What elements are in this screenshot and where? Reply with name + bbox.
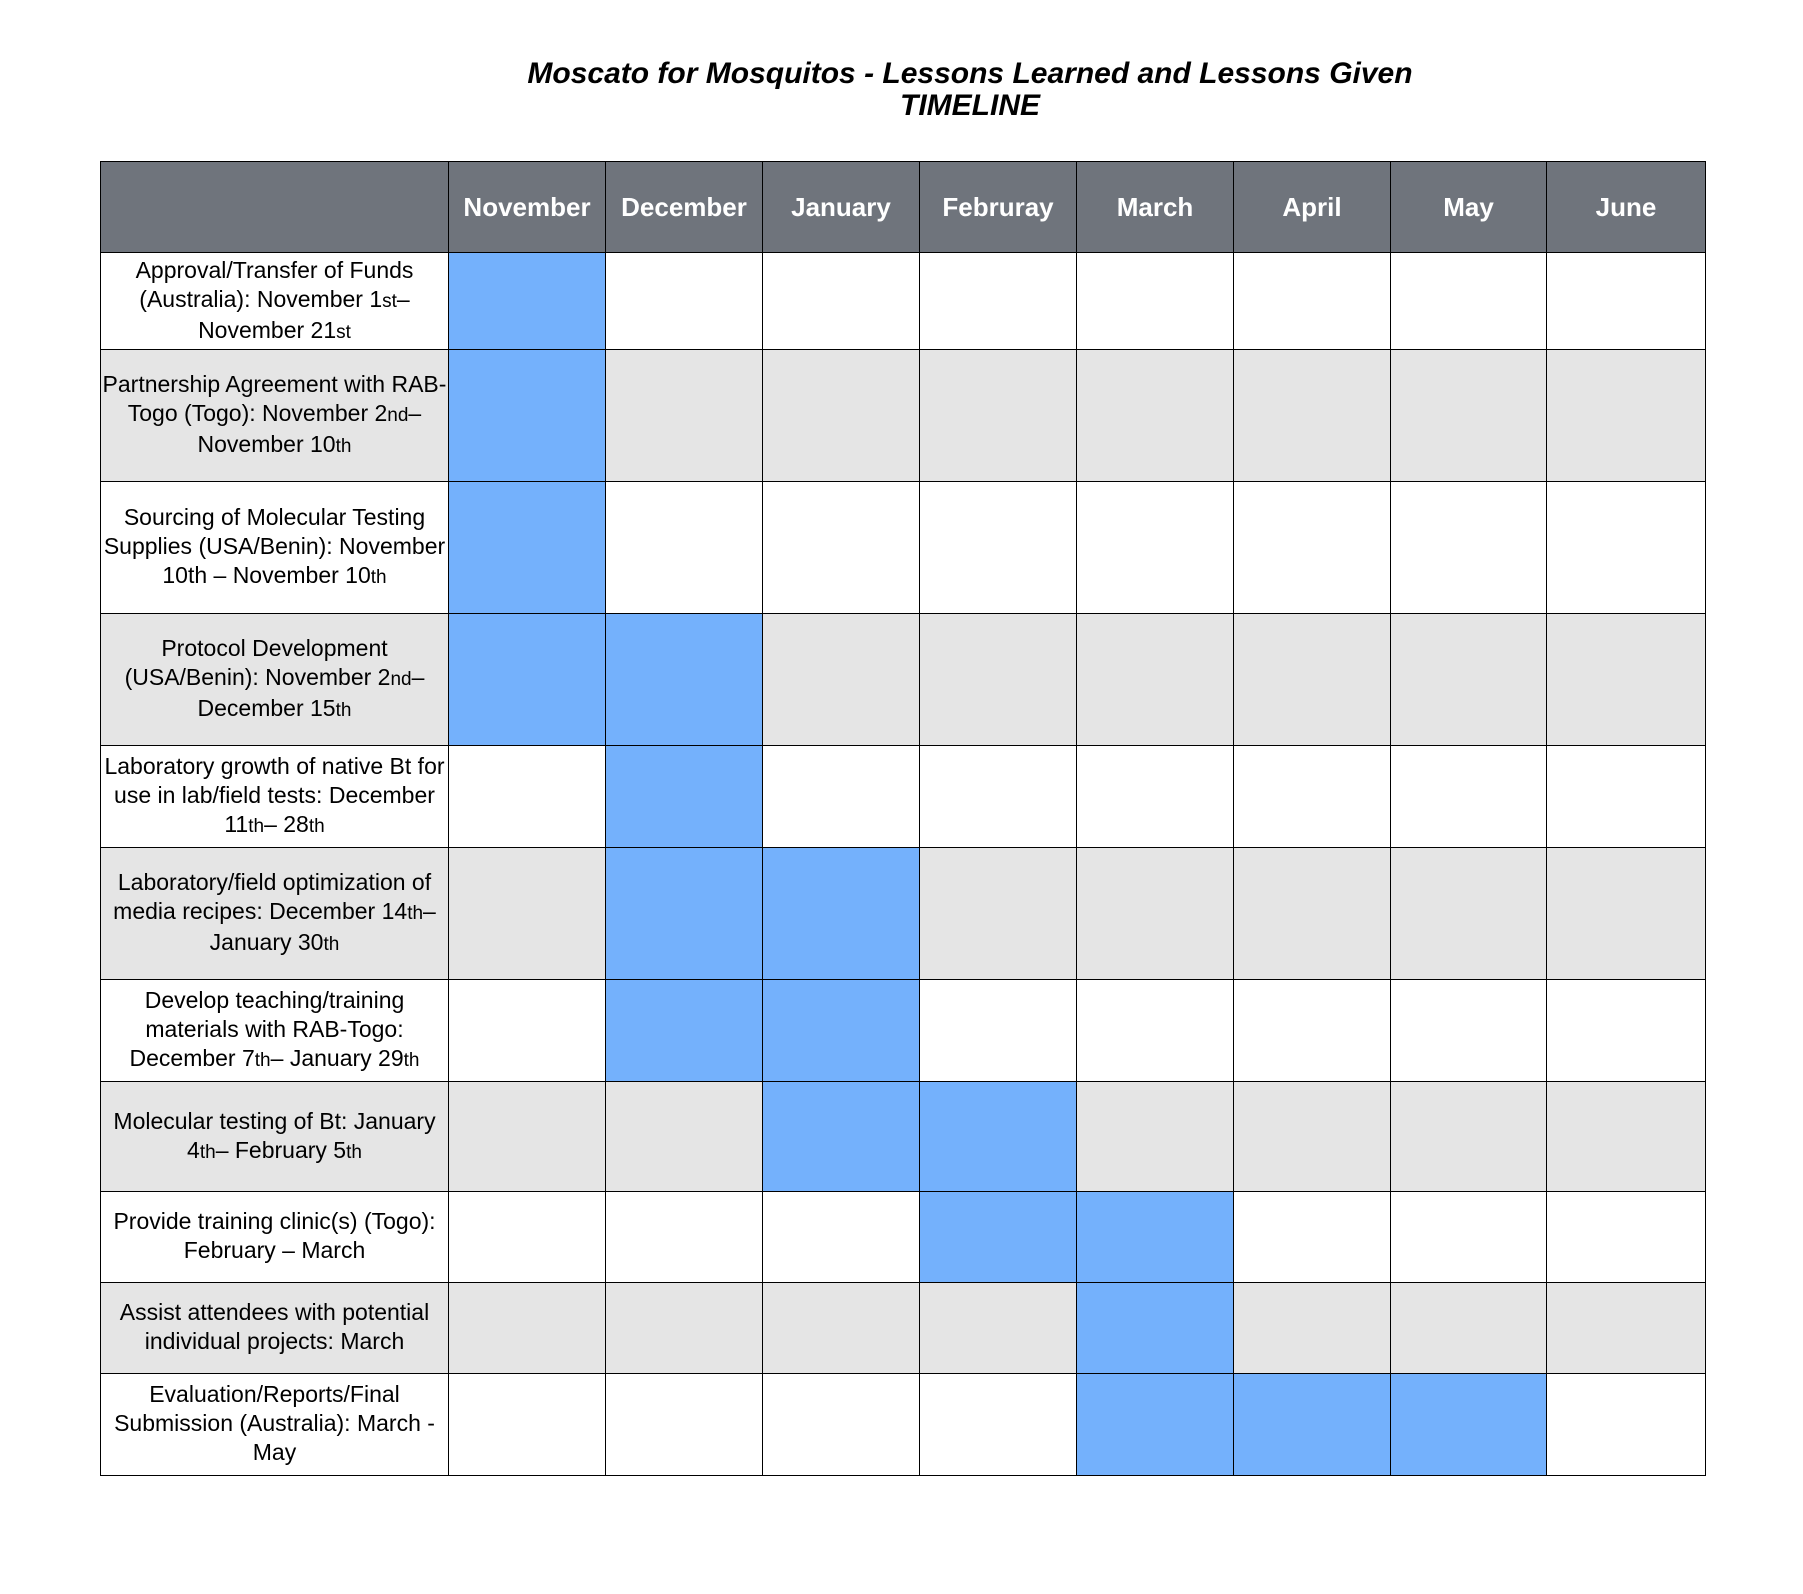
timeline-cell: [606, 1283, 763, 1374]
timeline-bar-cell: [763, 1082, 920, 1192]
timeline-cell: [1077, 746, 1234, 848]
ordinal-suffix: th: [370, 567, 387, 588]
timeline-cell: [449, 1082, 606, 1192]
task-label-text: – 28: [264, 811, 309, 837]
timeline-cell: [763, 614, 920, 746]
task-label-text: – December 15: [197, 664, 425, 721]
timeline-cell: [1547, 614, 1706, 746]
timeline-cell: [763, 1374, 920, 1476]
timeline-row: [101, 746, 1706, 848]
timeline-bar-cell: [606, 848, 763, 980]
timeline-cell: [920, 482, 1077, 614]
timeline-cell: [763, 253, 920, 350]
task-label: [101, 253, 449, 350]
timeline-bar-cell: [606, 746, 763, 848]
timeline-cell: [1077, 253, 1234, 350]
task-label: [101, 350, 449, 482]
timeline-row: [101, 614, 1706, 746]
timeline-cell: [1547, 1082, 1706, 1192]
timeline-cell: [1547, 482, 1706, 614]
timeline-cell: [1234, 848, 1391, 980]
timeline-cell: [1234, 1082, 1391, 1192]
ordinal-suffix: th: [407, 903, 424, 924]
timeline-cell: [920, 614, 1077, 746]
task-label-text: Evaluation/Reports/Final Submission (Australia): March - May: [114, 1381, 435, 1465]
timeline-bar-cell: [449, 350, 606, 482]
timeline-cell: [763, 350, 920, 482]
timeline-cell: [1547, 1192, 1706, 1283]
timeline-bar-cell: [1391, 1374, 1547, 1476]
timeline-cell: [1234, 746, 1391, 848]
timeline-cell: [1077, 848, 1234, 980]
task-label: [101, 980, 449, 1082]
timeline-cell: [1391, 746, 1547, 848]
timeline-bar-cell: [1077, 1192, 1234, 1283]
timeline-cell: [449, 1192, 606, 1283]
timeline-cell: [1234, 980, 1391, 1082]
timeline-cell: [763, 1192, 920, 1283]
timeline-cell: [606, 350, 763, 482]
timeline-bar-cell: [1077, 1283, 1234, 1374]
timeline-bar-cell: [1234, 1374, 1391, 1476]
task-label-text: Molecular testing of Bt: January 4: [113, 1107, 436, 1163]
timeline-row: [101, 1082, 1706, 1192]
task-label: [101, 1082, 449, 1192]
header-month: November: [449, 162, 606, 253]
timeline-cell: [920, 980, 1077, 1082]
task-label-text: – February 5: [215, 1136, 347, 1163]
timeline-bar-cell: [449, 253, 606, 350]
timeline-cell: [1391, 482, 1547, 614]
task-label: [101, 1374, 449, 1476]
task-label-text: – January 30: [209, 898, 436, 955]
timeline-cell: [1234, 350, 1391, 482]
timeline-cell: [920, 848, 1077, 980]
task-label: [101, 482, 449, 614]
timeline-cell: [449, 980, 606, 1082]
timeline-cell: [606, 1374, 763, 1476]
timeline-cell: [763, 1283, 920, 1374]
task-label: [101, 848, 449, 980]
timeline-bar-cell: [606, 980, 763, 1082]
ordinal-suffix: th: [403, 1050, 420, 1071]
timeline-cell: [1391, 980, 1547, 1082]
task-label-text: Approval/Transfer of Funds (Australia): November 1: [135, 256, 414, 312]
timeline-cell: [1077, 1082, 1234, 1192]
timeline-cell: [606, 1192, 763, 1283]
task-label-text: Sourcing of Molecular Testing Supplies (USA/Benin): November 10th – November 10: [103, 504, 446, 588]
task-label-text: Laboratory growth of native Bt for use in lab/field tests: December 11: [104, 753, 445, 837]
timeline-cell: [1547, 746, 1706, 848]
timeline-cell: [1547, 253, 1706, 350]
header-month: December: [606, 162, 763, 253]
task-label-text: Assist attendees with potential individual projects: March: [119, 1299, 430, 1354]
task-label-text: Laboratory/field optimization of media recipes: December 14: [113, 869, 432, 924]
timeline-row: [101, 482, 1706, 614]
ordinal-suffix: th: [335, 436, 352, 457]
task-label-text: Partnership Agreement with RAB-Togo (Togo): November 2: [102, 371, 447, 426]
timeline-cell: [763, 482, 920, 614]
task-label: [101, 1192, 449, 1283]
timeline-table: [100, 161, 1706, 1476]
ordinal-suffix: th: [254, 1050, 271, 1071]
timeline-cell: [1234, 614, 1391, 746]
ordinal-suffix: th: [346, 1141, 362, 1163]
timeline-bar-cell: [763, 980, 920, 1082]
task-label-text: Protocol Development (USA/Benin): November 2: [124, 635, 391, 690]
header-month: Februray: [920, 162, 1077, 253]
timeline-row: [101, 350, 1706, 482]
timeline-cell: [1547, 350, 1706, 482]
timeline-cell: [1391, 1082, 1547, 1192]
timeline-cell: [1547, 1374, 1706, 1476]
timeline-bar-cell: [449, 614, 606, 746]
timeline-cell: [606, 253, 763, 350]
timeline-cell: [606, 482, 763, 614]
timeline-cell: [920, 350, 1077, 482]
timeline-cell: [1547, 980, 1706, 1082]
header-month: January: [763, 162, 920, 253]
timeline-bar-cell: [1077, 1374, 1234, 1476]
ordinal-suffix: th: [199, 1141, 216, 1163]
timeline-cell: [1391, 350, 1547, 482]
timeline-cell: [1391, 253, 1547, 350]
timeline-row: [101, 253, 1706, 350]
timeline-cell: [920, 1283, 1077, 1374]
timeline-row: [101, 1374, 1706, 1476]
header-month: May: [1391, 162, 1547, 253]
timeline-cell: [1391, 848, 1547, 980]
timeline-bar-cell: [606, 614, 763, 746]
task-label: [101, 746, 449, 848]
timeline-bar-cell: [920, 1192, 1077, 1283]
ordinal-suffix: th: [335, 700, 352, 721]
timeline-cell: [920, 1374, 1077, 1476]
timeline-bar-cell: [449, 482, 606, 614]
ordinal-suffix: th: [323, 934, 340, 955]
timeline-cell: [1234, 1283, 1391, 1374]
header-task-column: [101, 162, 449, 253]
timeline-cell: [1234, 482, 1391, 614]
task-label-text: Develop teaching/training materials with RAB-Togo: December 7: [129, 987, 405, 1071]
timeline-cell: [449, 1283, 606, 1374]
timeline-cell: [1547, 848, 1706, 980]
ordinal-suffix: nd: [390, 669, 412, 690]
timeline-cell: [1391, 614, 1547, 746]
task-label: [101, 614, 449, 746]
timeline-bar-cell: [920, 1082, 1077, 1192]
timeline-cell: [1077, 614, 1234, 746]
header-month: April: [1234, 162, 1391, 253]
timeline-row: [101, 980, 1706, 1082]
timeline-cell: [763, 746, 920, 848]
ordinal-suffix: st: [382, 290, 397, 312]
timeline-cell: [920, 746, 1077, 848]
ordinal-suffix: th: [308, 816, 325, 837]
timeline-cell: [449, 1374, 606, 1476]
task-label: [101, 1283, 449, 1374]
ordinal-suffix: st: [336, 321, 351, 343]
timeline-cell: [1391, 1283, 1547, 1374]
task-label-text: – January 29: [270, 1045, 404, 1071]
timeline-body: [101, 253, 1706, 1476]
document-title: [0, 58, 1803, 122]
header-month: June: [1547, 162, 1706, 253]
timeline-cell: [1234, 253, 1391, 350]
header-month: March: [1077, 162, 1234, 253]
document-title-line1: Moscato for Mosquitos - Lessons Learned and Lessons Given: [527, 57, 1413, 90]
timeline-row: [101, 848, 1706, 980]
timeline-row: [101, 1283, 1706, 1374]
timeline-cell: [1547, 1283, 1706, 1374]
timeline-cell: [1077, 350, 1234, 482]
ordinal-suffix: th: [248, 816, 265, 837]
task-label-text: Provide training clinic(s) (Togo): February – March: [113, 1208, 436, 1263]
timeline-cell: [1391, 1192, 1547, 1283]
ordinal-suffix: nd: [387, 405, 409, 426]
timeline-cell: [1234, 1192, 1391, 1283]
timeline-row: [101, 1192, 1706, 1283]
timeline-cell: [1077, 980, 1234, 1082]
timeline-cell: [449, 746, 606, 848]
document-title-line2: TIMELINE: [900, 89, 1040, 122]
timeline-cell: [449, 848, 606, 980]
timeline-cell: [1077, 482, 1234, 614]
timeline-header-row: [101, 162, 1706, 253]
timeline-cell: [920, 253, 1077, 350]
timeline-cell: [606, 1082, 763, 1192]
timeline-bar-cell: [763, 848, 920, 980]
task-label-text: – November 21: [198, 285, 410, 343]
task-label-text: – November 10: [197, 400, 422, 457]
